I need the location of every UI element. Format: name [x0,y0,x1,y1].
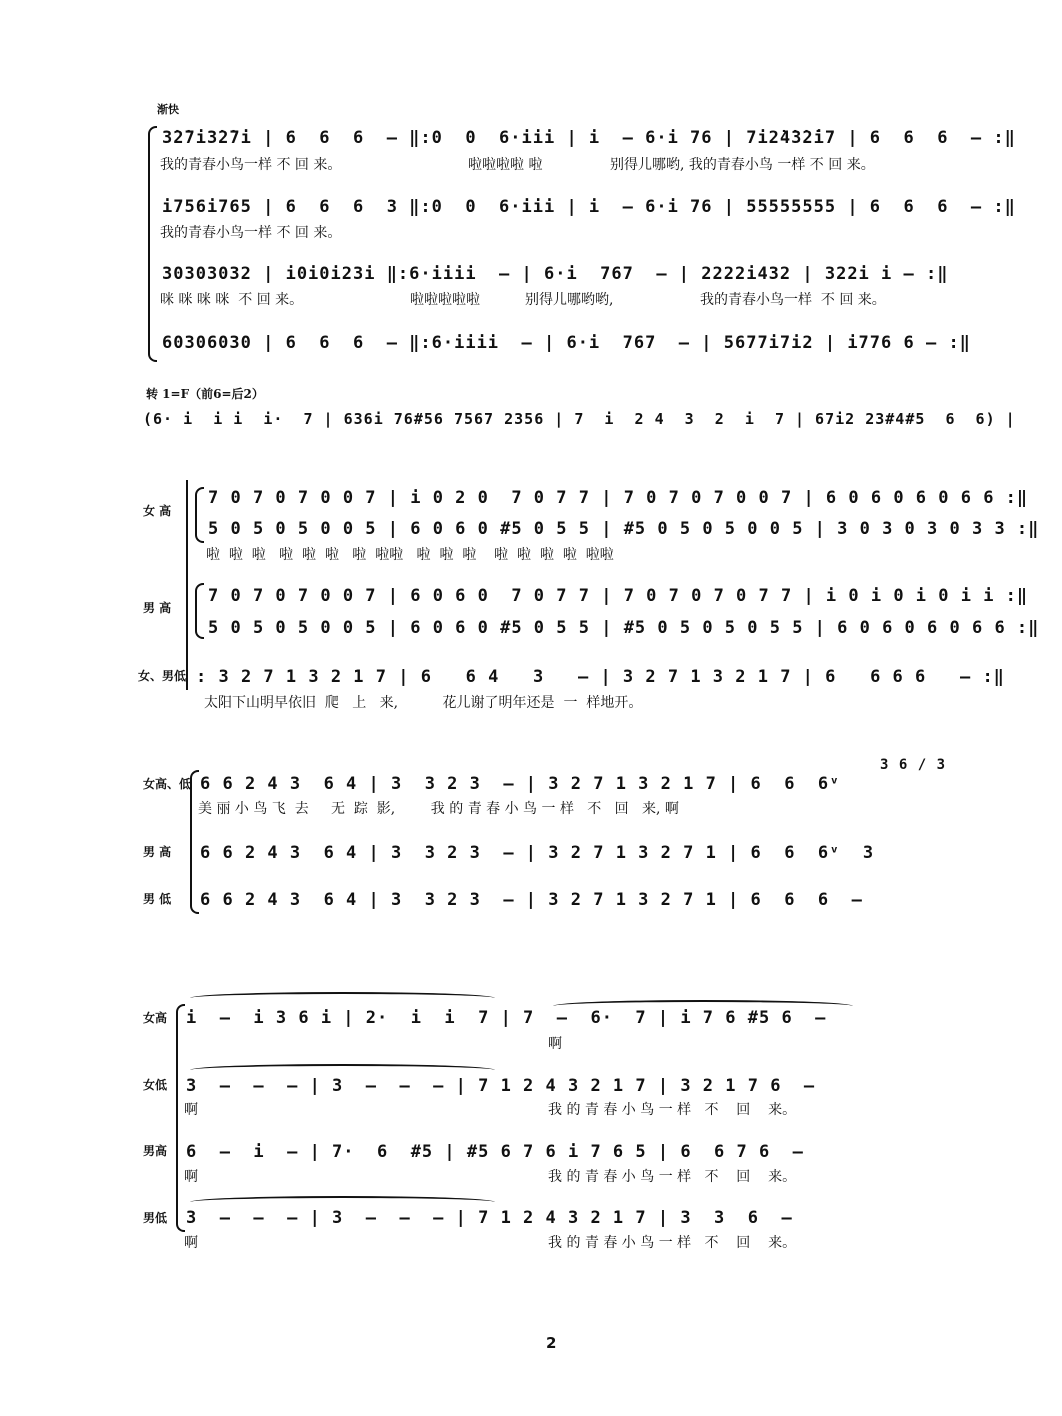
sl-chord: 3 6 / 3 [880,757,947,773]
staff3-notes: 30303032 | i0i0i23i ‖:6·iiii – | 6·i 767 – | 2222i432 | 322i i – :‖ [162,264,949,284]
staff1-notes: 3̇2̇7i3̇2̇7i | 6 6 6 – ‖:0 0 6·iii | i – 6·i 76 | 7i2̇4̇3̇2̇i7 | 6 6 6 – :‖ [162,128,1016,148]
label-ten: 男 高 [143,601,172,615]
system-brace-3 [190,770,199,914]
ten-bot-notes: 5 0 5 0 5 0 0 5 | 6 0 6 0 #5 0 5 5 | #5 0 5 0 5 0 5 5 | 6 0 6 0 6 0 6 6 :‖ [208,618,1040,638]
tie-bass [190,1196,495,1208]
ten-lyric-4b: 我 的 青 春 小 鸟 一 样 不 回 来。 [548,1169,797,1185]
label-ten-4: 男高 [143,1144,168,1158]
alto-lyric-4b: 我 的 青 春 小 鸟 一 样 不 回 来。 [548,1102,797,1118]
sop-top-notes: 7 0 7 0 7 0 0 7 | i 0 2 0 7 0 7 7 | 7 0 7 0 7 0 0 7 | 6 0 6 0 6 0 6 6 :‖ [208,488,1029,508]
staff3-lyrics: 咪 咪 咪 咪 不 回 来。 [160,292,304,308]
sl-lyrics: 美 丽 小 鸟 飞 去 无 踪 影, 我 的 青 春 小 鸟 一 样 不 回 来, 啊 [198,801,679,817]
bass-notes-3: 6 6 2 4 3 6 4 | 3 3 2 3 – | 3 2 7 1 3 2 7 1 | 6 6 6 – [200,890,863,910]
staff3-lyrics-mid: 别得儿哪哟哟, [525,292,614,308]
sop-bot-notes: 5 0 5 0 5 0 0 5 | 6 0 6 0 #5 0 5 5 | #5 0 5 0 5 0 0 5 | 3 0 3 0 3 0 3 3 :‖ [208,519,1040,539]
interlude-notes: (6· i i i i· 7 | 636i 76#56 7567 2356 | 7 i 2 4 3 2 i 7 | 67i2 23#4#5 6 6) | [143,410,1016,428]
sop-brace [195,487,204,543]
ten-notes-4: 6 – i – | 7· 6 #5 | #5 6 7 6 i 7 6 5 | 6 6 7 6 – [186,1142,804,1162]
label-alto-4: 女低 [143,1078,168,1092]
system-bar [186,480,188,690]
page-number: 2 [546,1334,557,1352]
staff2-notes: i756i765 | 6 6 6 3 ‖:0 0 6·iii | i – 6·i 76 | 55555555 | 6 6 6 – :‖ [162,197,1016,217]
key-change: 转 1=F（前6=后2） [146,387,264,401]
label-sop: 女 高 [143,504,172,518]
staff1-lyrics-la: 啦啦啦啦 啦 [468,157,543,173]
bass-notes-4: 3 – – – | 3 – – – | 7 1 2 4 3 2 1 7 | 3 3 6 – [186,1208,793,1228]
low-notes: : 3 2 7 1 3 2 1 7 | 6 6 4 3 – | 3 2 7 1 3 2 1 7 | 6 6 6 6 – :‖ [196,667,1005,687]
label-ten-3: 男 高 [143,845,172,859]
label-low: 女、男低 [138,669,187,683]
ten-lyric-4a: 啊 [184,1169,198,1185]
alto-lyric-4a: 啊 [184,1102,198,1118]
tempo-mark: 渐快 [157,103,179,116]
ten-top-notes: 7 0 7 0 7 0 0 7 | 6 0 6 0 7 0 7 7 | 7 0 7 0 7 0 7 7 | i 0 i 0 i 0 i i :‖ [208,586,1029,606]
tie-sop-a [190,992,495,1004]
la-lyrics: 啦 啦 啦 啦 啦 啦 啦 啦啦 啦 啦 啦 啦 啦 啦 啦 啦啦 [206,547,614,563]
alto-notes-4: 3 – – – | 3 – – – | 7 1 2 4 3 2 1 7 | 3 2 1 7 6 – [186,1076,816,1096]
staff3-lyrics-la: 啦啦啦啦啦 [410,292,480,308]
sl-notes: 6 6 2 4 3 6 4 | 3 3 2 3 – | 3 2 7 1 3 2 1 7 | 6 6 6ᵛ [200,774,841,794]
staff1-lyrics: 我的青春小鸟一样 不 回 来。 [160,157,342,173]
label-bass-4: 男低 [143,1211,168,1225]
sop-notes-4: i – i 3 6 i | 2· i i 7 | 7 – 6· 7 | i 7 6 #5 6 – [186,1008,827,1028]
staff4-notes: 60306030 | 6 6 6 – ‖:6·iiii – | 6·i 767 – | 5677i7i2 | i776 6 – :‖ [162,333,971,353]
staff1-lyrics-tail: 别得儿哪哟, 我的青春小鸟 一样 不 回 来。 [610,157,875,173]
low-lyrics: 太阳下山明早依旧 爬 上 来, 花儿谢了明年还是 一 样地开。 [204,695,643,711]
label-sl: 女高、低 [143,777,192,791]
tie-alto [190,1064,495,1076]
label-bass-3: 男 低 [143,892,172,906]
ten-notes-3: 6 6 2 4 3 6 4 | 3 3 2 3 – | 3 2 7 1 3 2 7 1 | 6 6 6ᵛ 3 [200,843,875,863]
system-brace-4 [176,1004,185,1232]
label-sop-4: 女高 [143,1011,168,1025]
bass-lyric-4a: 啊 [184,1235,198,1251]
sop-lyric-4: 啊 [548,1036,562,1052]
ten-brace [195,583,204,639]
staff2-lyrics: 我的青春小鸟一样 不 回 来。 [160,225,342,241]
bass-lyric-4b: 我 的 青 春 小 鸟 一 样 不 回 来。 [548,1235,797,1251]
system-brace [148,126,157,362]
staff3-lyrics-tail: 我的青春小鸟一样 不 回 来。 [700,292,886,308]
